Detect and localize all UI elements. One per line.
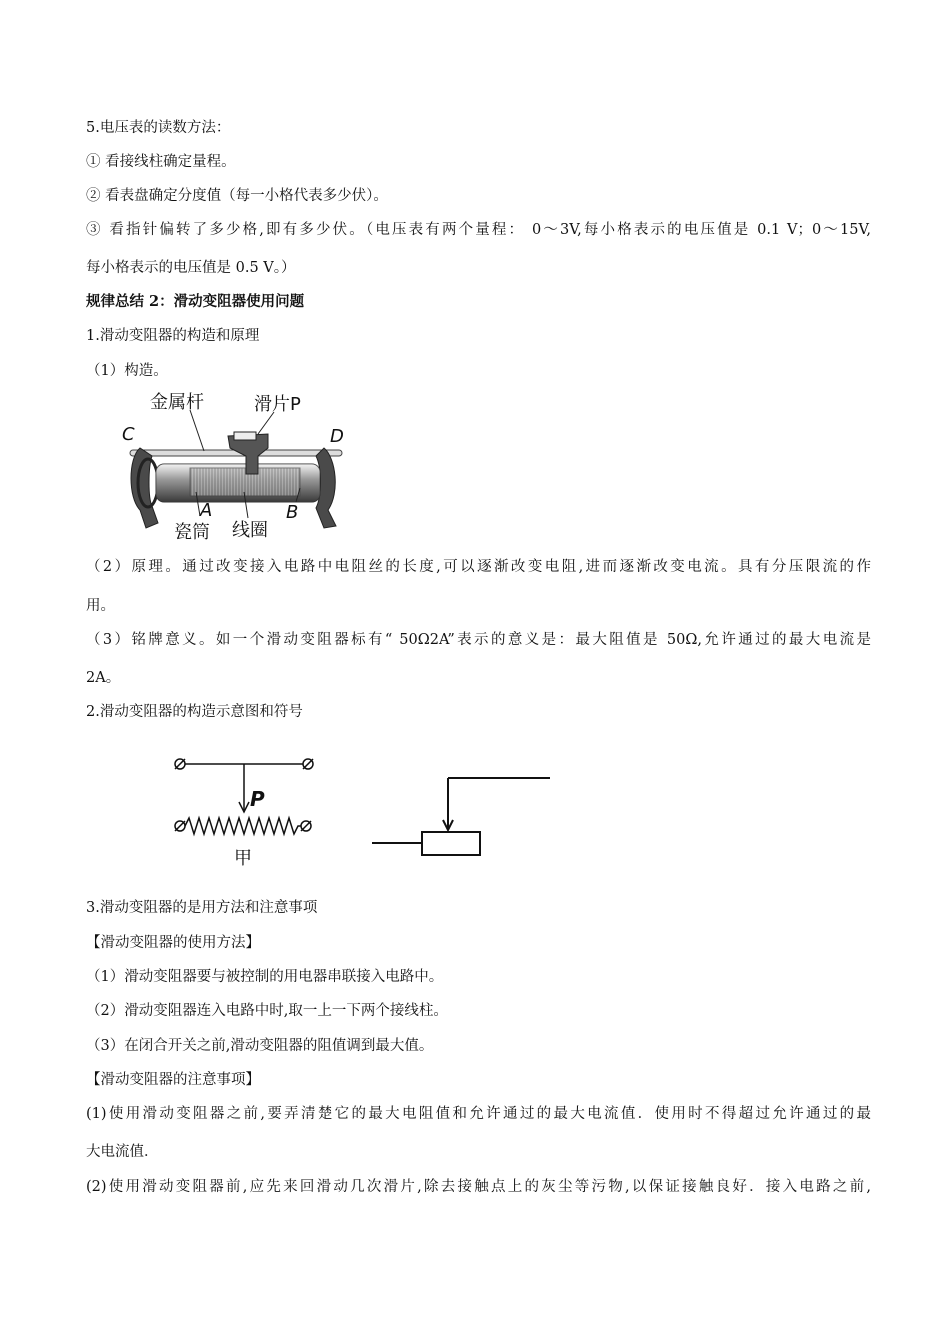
note-item-1: (1)使用滑动变阻器之前,要弄清楚它的最大电阻值和允许通过的最大电流值．使用时不得超过允许通过的最 [86,1106,871,1122]
section-3-heading: 3.滑动变阻器的是用方法和注意事项 [86,900,318,916]
voltmeter-step-2: ② 看表盘确定分度值（每一小格代表多少伏）。 [86,188,388,204]
structure-label: （1）构造。 [86,363,168,379]
schematic-label-jia: 甲 [234,848,252,869]
nameplate-text-cont: 2A。 [86,670,121,686]
note-item-2: (2)使用滑动变阻器前,应先来回滑动几次滑片,除去接触点上的灰尘等污物,以保证接触良好．接入电路之前, [86,1179,871,1195]
note-item-1-cont: 大电流值． [86,1144,159,1160]
label-b: B [286,502,299,523]
label-slider: 滑片P [254,394,301,415]
label-a: A [200,500,213,521]
section-2-heading: 2.滑动变阻器的构造示意图和符号 [86,704,303,720]
label-metal-rod: 金属杆 [150,392,204,413]
label-porcelain: 瓷筒 [174,522,210,543]
principle-text: （2）原理。通过改变接入电路中电阻丝的长度,可以逐渐改变电阻,进而逐渐改变电流。具有分压限流的作 [86,559,871,575]
notes-title: 【滑动变阻器的注意事项】 [86,1072,260,1088]
rheostat-schematic [168,748,318,870]
nameplate-text: （3）铭牌意义。如一个滑动变阻器标有“ 50Ω2A”表示的意义是：最大阻值是 50Ω,允许通过的最大电流是 [86,632,871,648]
rheostat-symbol [370,772,554,862]
section-1-heading: 1.滑动变阻器的构造和原理 [86,328,260,344]
voltmeter-step-3-cont: 每小格表示的电压值是 0.5 V。） [86,260,296,276]
label-d: D [330,426,344,447]
usage-item-2: （2）滑动变阻器连入电路中时,取一上一下两个接线柱。 [86,1003,448,1019]
principle-text-cont: 用。 [86,598,115,614]
rheostat-illustration [118,388,358,548]
schematic-label-p: P [250,787,265,811]
label-c: C [122,424,135,445]
voltmeter-heading: 5.电压表的读数方法： [86,120,231,136]
summary-heading: 规律总结 2：滑动变阻器使用问题 [86,293,305,310]
voltmeter-step-1: ① 看接线柱确定量程。 [86,154,236,170]
usage-title: 【滑动变阻器的使用方法】 [86,935,260,951]
usage-item-1: （1）滑动变阻器要与被控制的用电器串联接入电路中。 [86,969,444,985]
label-coil: 线圈 [232,520,268,541]
voltmeter-step-3: ③ 看指针偏转了多少格,即有多少伏。（电压表有两个量程： 0～3V,每小格表示的电压值是 0.1 V；0～15V, [86,222,871,238]
usage-item-3: （3）在闭合开关之前,滑动变阻器的阻值调到最大值。 [86,1038,434,1054]
